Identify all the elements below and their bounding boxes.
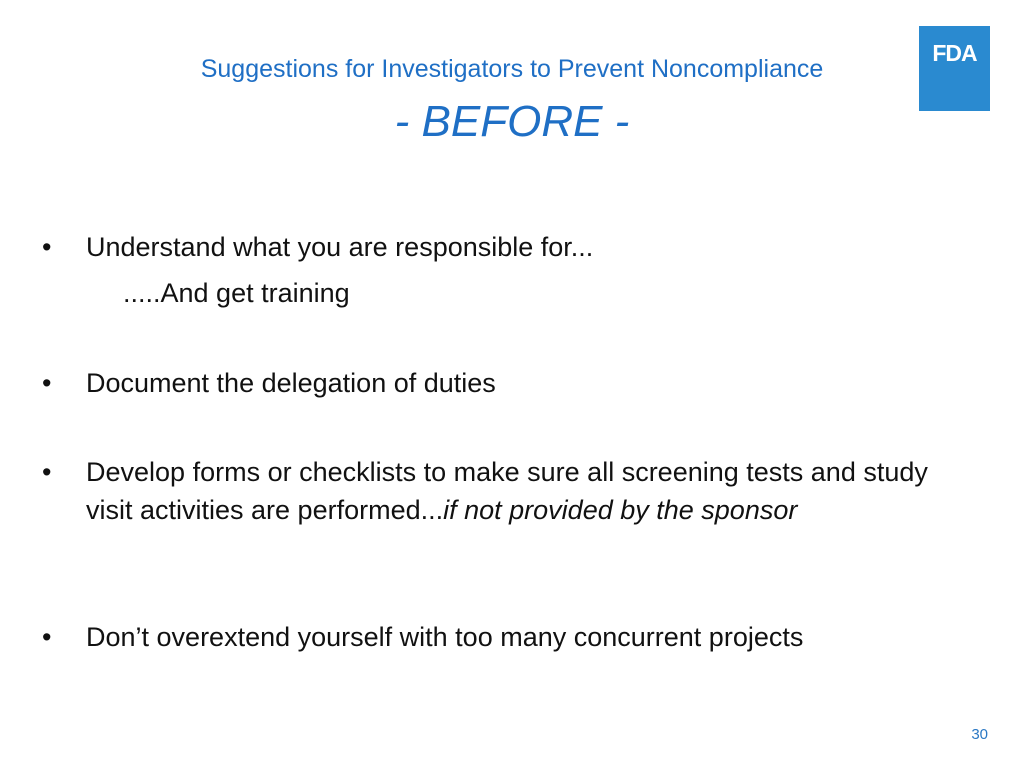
- bullet-point-icon: •: [42, 368, 52, 398]
- bullet-text: Don’t overextend yourself with too many concurrent projects: [86, 622, 804, 652]
- bullet-point-icon: •: [42, 622, 52, 652]
- fda-logo-text: FDA: [932, 40, 977, 66]
- slide-subtitle: - BEFORE -: [394, 97, 630, 146]
- bullet-point-icon: •: [42, 232, 52, 262]
- page-number: 30: [971, 726, 988, 743]
- bullet-subtext: .....And get training: [123, 278, 350, 308]
- slide-title: Suggestions for Investigators to Prevent Noncompliance: [200, 55, 824, 83]
- bullet-text: [86, 453, 976, 529]
- bullet-text-italic: if not provided by the sponsor: [443, 495, 798, 525]
- bullet-point-icon: •: [42, 457, 52, 487]
- bullet-text-main: Develop forms or checklists to make sure all screening tests and study visit activities are performed...: [86, 457, 928, 525]
- bullet-text: Understand what you are responsible for...: [86, 232, 594, 262]
- bullet-text: Document the delegation of duties: [86, 368, 496, 398]
